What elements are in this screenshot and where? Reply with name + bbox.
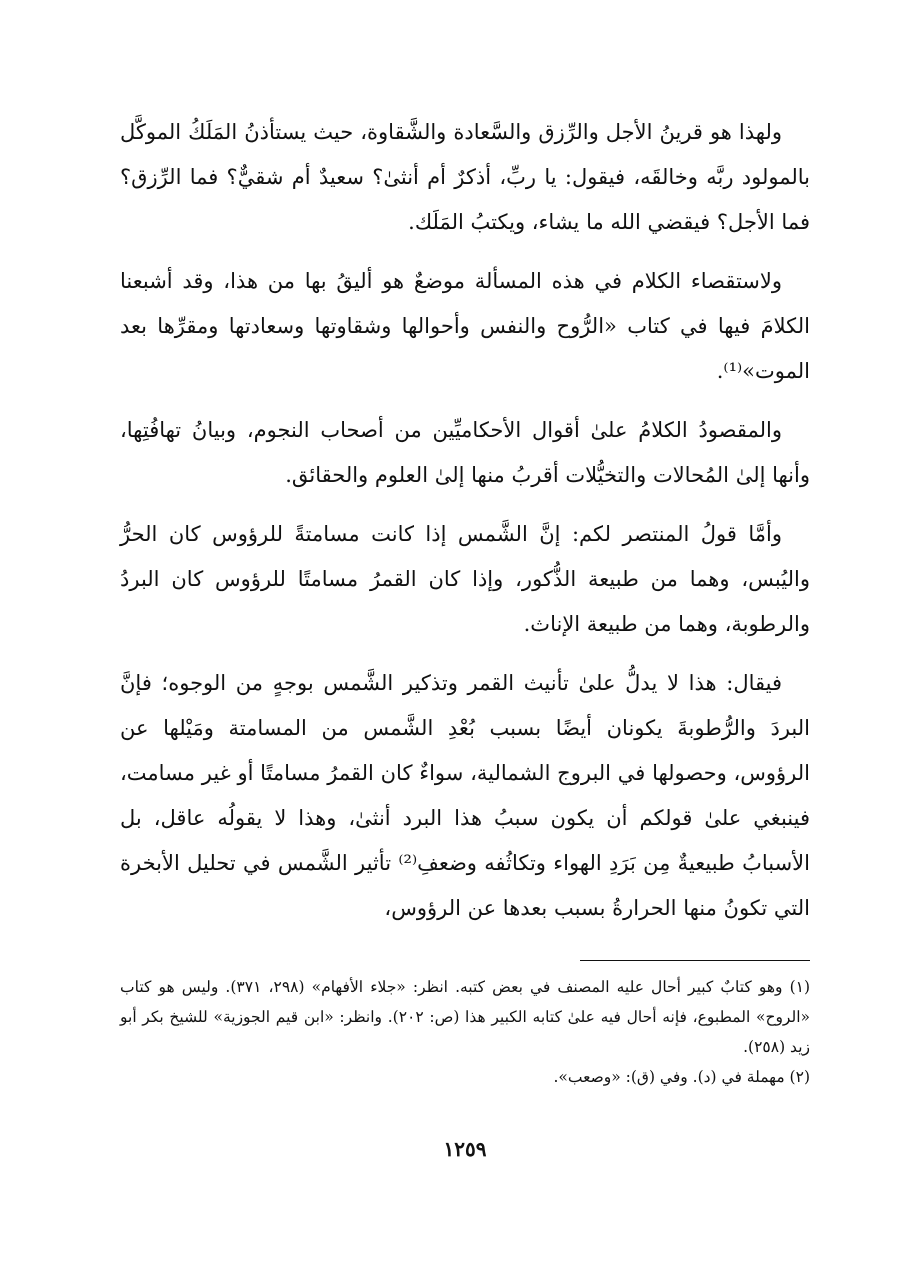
footnotes <box>120 972 810 1092</box>
footnote-2: (٢) مهملة في (د). وفي (ق): «وصعب». <box>553 1068 810 1086</box>
page-number: ١٢٥٩ <box>443 1137 487 1161</box>
footnote-divider <box>580 960 810 961</box>
paragraph-5: فيقال: هذا لا يدلُّ علىٰ تأنيث القمر وتذكير الشَّمس بوجهٍ من الوجوه؛ فإنَّ البردَ والرُّطوبةَ يكونان أيضًا بسبب بُعْدِ الشَّمس من المسامتة ومَيْلها عن الرؤوس، وحصولها في البروج الشمالية، سواءٌ كان القمرُ مسامتًا أو غير مسامت، فينبغي علىٰ قولكم أن يكون سببُ هذا البرد أنثىٰ، وهذا لا يقولُه عاقل، بل الأسبابُ طبيعيةٌ مِن بَرَدِ الهواء وتكاثُفه وضعفِ⁽²⁾ تأثير الشَّمس في تحليل الأبخرة التي تكونُ منها الحرارةُ بسبب بعدها عن الرؤوس، <box>120 671 810 920</box>
main-text <box>120 110 810 931</box>
paragraph-4: وأمَّا قولُ المنتصر لكم: إنَّ الشَّمس إذا كانت مسامتةً للرؤوس كان الحرُّ واليُبس، وهما من طبيعة الذُّكور، وإذا كان القمرُ مسامتًا للرؤوس كان البردُ والرطوبة، وهما من طبيعة الإناث. <box>120 522 810 636</box>
paragraph-2: ولاستقصاء الكلام في هذه المسألة موضعٌ هو أليقُ بها من هذا، وقد أشبعنا الكلامَ فيها في كتاب «الرُّوح والنفس وأحوالها وشقاوتها وسعادتها ومقرِّها بعد الموت»⁽¹⁾. <box>120 269 810 383</box>
paragraph-1: ولهذا هو قرينُ الأجل والرِّزق والسَّعادة والشَّقاوة، حيث يستأذنُ المَلَكُ الموكَّل بالمولود ربَّه وخالقَه، فيقول: يا ربِّ، أذكرٌ أم أنثىٰ؟ سعيدٌ أم شقيٌّ؟ فما الرِّزق؟ فما الأجل؟ فيقضي الله ما يشاء، ويكتبُ المَلَك. <box>120 120 810 234</box>
paragraph-3: والمقصودُ الكلامُ علىٰ أقوال الأحكاميِّين من أصحاب النجوم، وبيانُ تهافُتِها، وأنها إلىٰ المُحالات والتخيُّلات أقربُ منها إلىٰ العلوم والحقائق. <box>120 418 810 487</box>
book-page <box>120 110 810 1210</box>
footnote-1: (١) وهو كتابٌ كبير أحال عليه المصنف في بعض كتبه. انظر: «جلاء الأفهام» (٢٩٨، ٣٧١). وليس هو كتاب «الروح» المطبوع، فإنه أحال فيه علىٰ كتابه الكبير هذا (ص: ٢٠٢). وانظر: «ابن قيم الجوزية» للشيخ بكر أبو زيد (٢٥٨). <box>120 978 811 1056</box>
